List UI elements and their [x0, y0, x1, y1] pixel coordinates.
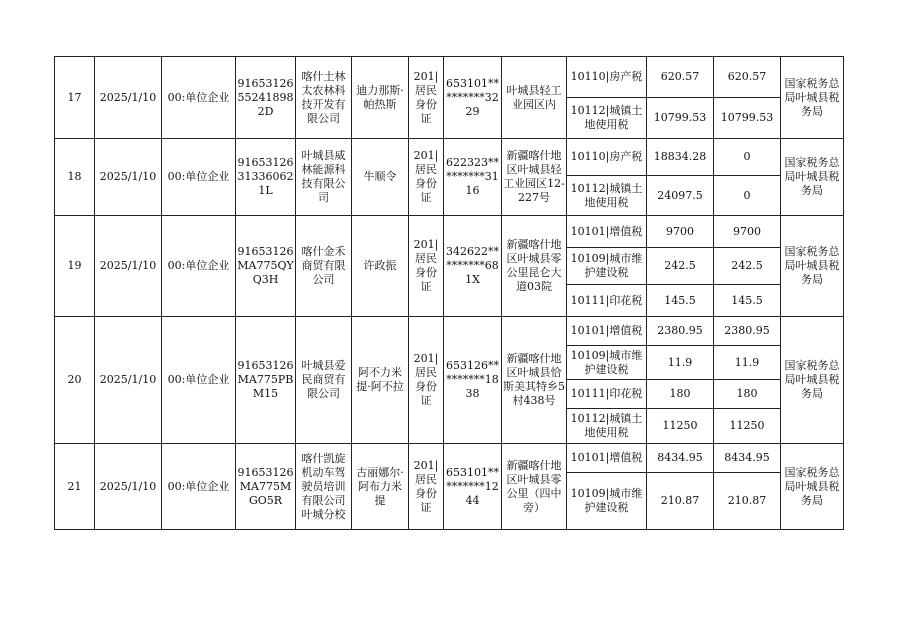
row-id-type: 201|居民身份证: [409, 317, 444, 444]
row-id-type: 201|居民身份证: [409, 216, 444, 317]
tax-item: 10110|房产税: [567, 57, 647, 98]
row-address: 叶城县轻工业园区内: [502, 57, 567, 139]
tax-paid-amount: 242.5: [714, 248, 781, 285]
tax-item: 10112|城镇土地使用税: [567, 176, 647, 216]
table-row: [55, 317, 844, 346]
row-taxpayer-type: 00:单位企业: [162, 57, 236, 139]
table-body: [55, 57, 844, 530]
tax-item: 10101|增值税: [567, 317, 647, 346]
tax-paid-amount: 2380.95: [714, 317, 781, 346]
tax-paid-amount: 210.87: [714, 473, 781, 530]
row-credit-code: 91653126MA775PBM15: [236, 317, 296, 444]
row-date: 2025/1/10: [95, 317, 162, 444]
row-company-name: 喀什凯旋机动车驾驶员培训有限公司叶城分校: [296, 444, 352, 530]
row-number: 19: [55, 216, 95, 317]
row-company-name: 叶城县威林能源科技有限公司: [296, 139, 352, 216]
table-row: [55, 57, 844, 98]
tax-due-amount: 2380.95: [647, 317, 714, 346]
table-row: [55, 216, 844, 248]
row-date: 2025/1/10: [95, 444, 162, 530]
row-legal-representative: 阿不力米提·阿不拉: [352, 317, 409, 444]
row-number: 21: [55, 444, 95, 530]
table-row: [55, 139, 844, 176]
row-taxpayer-type: 00:单位企业: [162, 317, 236, 444]
row-number: 17: [55, 57, 95, 139]
row-legal-representative: 许政振: [352, 216, 409, 317]
tax-due-amount: 145.5: [647, 285, 714, 317]
tax-item: 10109|城市维护建设税: [567, 248, 647, 285]
row-legal-representative: 迪力那斯·帕热斯: [352, 57, 409, 139]
tax-due-amount: 180: [647, 380, 714, 409]
row-id-type: 201|居民身份证: [409, 444, 444, 530]
row-id-number: 653101*********1244: [444, 444, 502, 530]
row-date: 2025/1/10: [95, 139, 162, 216]
tax-paid-amount: 11.9: [714, 346, 781, 380]
tax-due-amount: 10799.53: [647, 98, 714, 139]
tax-due-amount: 8434.95: [647, 444, 714, 473]
tax-paid-amount: 145.5: [714, 285, 781, 317]
row-number: 18: [55, 139, 95, 216]
table-row: [55, 444, 844, 473]
row-id-number: 622323*********3116: [444, 139, 502, 216]
row-taxpayer-type: 00:单位企业: [162, 139, 236, 216]
row-company-name: 喀什土林太农林科技开发有限公司: [296, 57, 352, 139]
tax-item: 10111|印花税: [567, 380, 647, 409]
row-credit-code: 91653126313360621L: [236, 139, 296, 216]
row-id-number: 342622*********681X: [444, 216, 502, 317]
tax-record-table: [54, 56, 844, 530]
row-id-type: 201|居民身份证: [409, 57, 444, 139]
tax-item: 10101|增值税: [567, 216, 647, 248]
row-tax-authority: 国家税务总局叶城县税务局: [781, 57, 844, 139]
tax-item: 10111|印花税: [567, 285, 647, 317]
row-tax-authority: 国家税务总局叶城县税务局: [781, 216, 844, 317]
row-legal-representative: 古丽娜尔·阿布力米提: [352, 444, 409, 530]
tax-paid-amount: 11250: [714, 409, 781, 444]
row-id-type: 201|居民身份证: [409, 139, 444, 216]
tax-paid-amount: 620.57: [714, 57, 781, 98]
tax-paid-amount: 8434.95: [714, 444, 781, 473]
tax-due-amount: 11250: [647, 409, 714, 444]
row-taxpayer-type: 00:单位企业: [162, 216, 236, 317]
row-number: 20: [55, 317, 95, 444]
row-company-name: 喀什金禾商贸有限公司: [296, 216, 352, 317]
tax-item: 10110|房产税: [567, 139, 647, 176]
row-tax-authority: 国家税务总局叶城县税务局: [781, 444, 844, 530]
tax-due-amount: 210.87: [647, 473, 714, 530]
row-credit-code: 91653126MA775QYQ3H: [236, 216, 296, 317]
row-id-number: 653126*********1838: [444, 317, 502, 444]
row-credit-code: 91653126MA775MGO5R: [236, 444, 296, 530]
row-tax-authority: 国家税务总局叶城县税务局: [781, 317, 844, 444]
row-legal-representative: 牛顺令: [352, 139, 409, 216]
row-address: 新疆喀什地区叶城县恰斯美其特乡5村438号: [502, 317, 567, 444]
tax-due-amount: 11.9: [647, 346, 714, 380]
tax-due-amount: 9700: [647, 216, 714, 248]
row-id-number: 653101*********3229: [444, 57, 502, 139]
tax-item: 10109|城市维护建设税: [567, 346, 647, 380]
tax-due-amount: 24097.5: [647, 176, 714, 216]
row-company-name: 叶城县爱民商贸有限公司: [296, 317, 352, 444]
tax-paid-amount: 10799.53: [714, 98, 781, 139]
tax-due-amount: 18834.28: [647, 139, 714, 176]
tax-due-amount: 620.57: [647, 57, 714, 98]
tax-paid-amount: 180: [714, 380, 781, 409]
tax-item: 10112|城镇土地使用税: [567, 409, 647, 444]
tax-paid-amount: 9700: [714, 216, 781, 248]
tax-item: 10109|城市维护建设税: [567, 473, 647, 530]
tax-item: 10101|增值税: [567, 444, 647, 473]
row-date: 2025/1/10: [95, 57, 162, 139]
row-address: 新疆喀什地区叶城县零公里（四中旁）: [502, 444, 567, 530]
row-credit-code: 91653126552418982D: [236, 57, 296, 139]
tax-paid-amount: 0: [714, 176, 781, 216]
row-taxpayer-type: 00:单位企业: [162, 444, 236, 530]
row-date: 2025/1/10: [95, 216, 162, 317]
row-address: 新疆喀什地区叶城县轻工业园区12-227号: [502, 139, 567, 216]
tax-paid-amount: 0: [714, 139, 781, 176]
tax-item: 10112|城镇土地使用税: [567, 98, 647, 139]
tax-due-amount: 242.5: [647, 248, 714, 285]
row-tax-authority: 国家税务总局叶城县税务局: [781, 139, 844, 216]
row-address: 新疆喀什地区叶城县零公里昆仑大道03院: [502, 216, 567, 317]
